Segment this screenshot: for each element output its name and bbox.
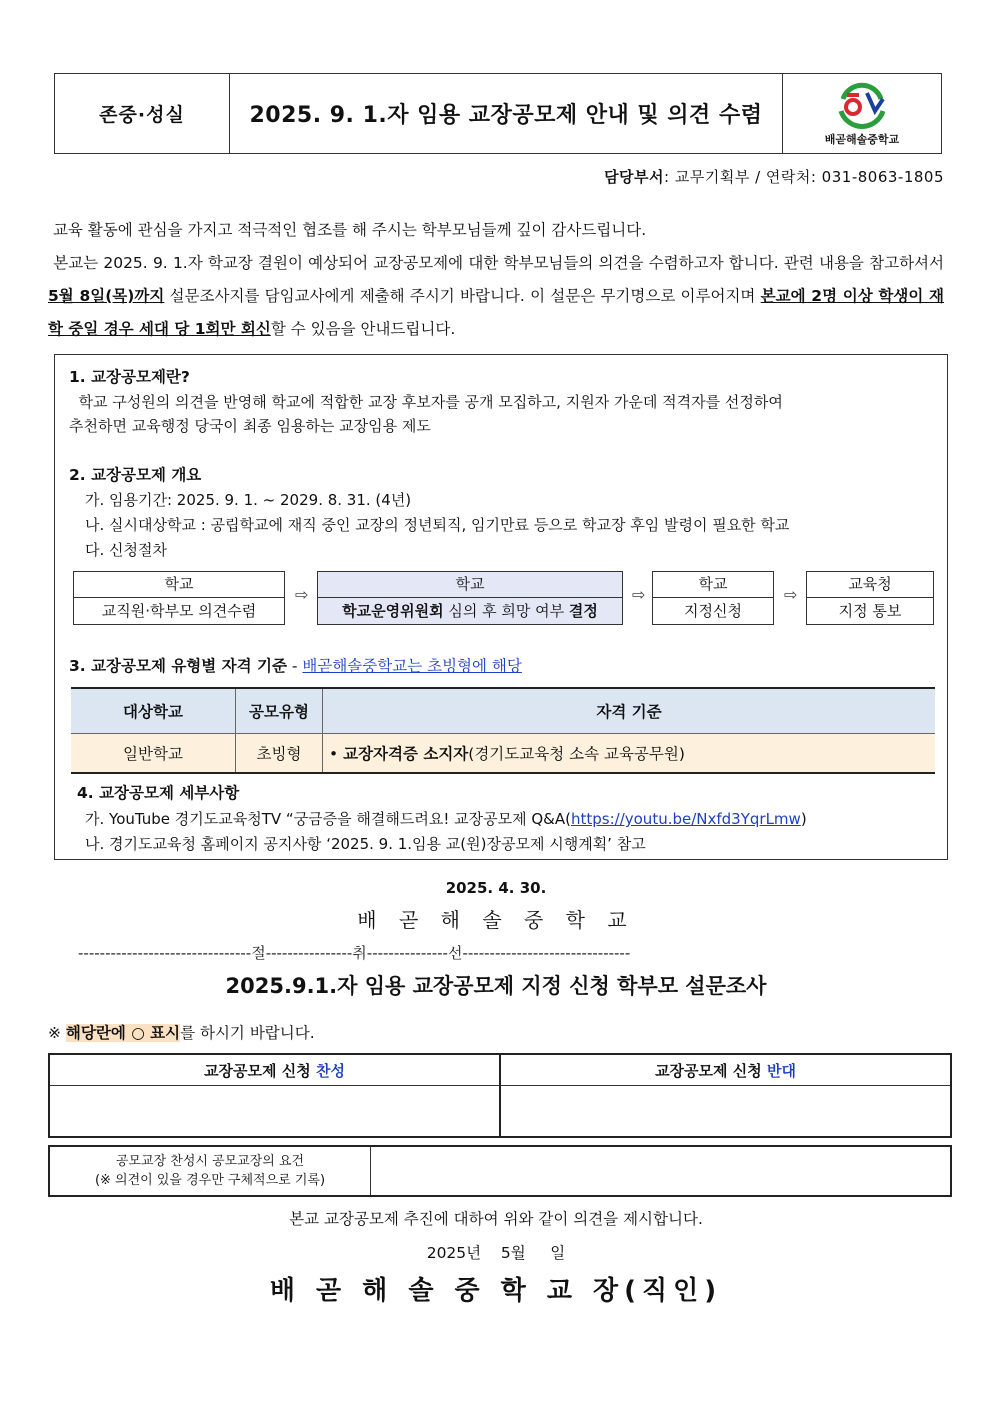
disagree-header: 교장공모제 신청 반대: [500, 1054, 951, 1086]
dept-label: 담당부서: [604, 168, 665, 186]
header-target-school: 대상학교: [71, 688, 236, 734]
section-4-a: 가. YouTube 경기도교육청TV “궁금증을 해결해드려요! 교장공모제 Q&A(https://youtu.be/Nxfd3YqrLmw): [85, 810, 807, 828]
requirements-input[interactable]: [371, 1146, 952, 1196]
document-header: [54, 73, 942, 154]
contact-info: [604, 166, 944, 187]
header-type: 공모유형: [236, 688, 323, 734]
cell-criteria: • 교장자격증 소지자(경기도교육청 소속 교육공무원): [323, 734, 936, 774]
flow-step-3-actor: 학교: [653, 572, 773, 598]
cut-line: --------------------------------절----------------취---------------선-------------------------------: [78, 944, 631, 962]
notice-date: 2025. 4. 30.: [445, 879, 547, 897]
deadline: 5월 8일(목)까지: [48, 287, 165, 305]
school-logo: [783, 74, 941, 153]
section-4-b: 나. 경기도교육청 홈페이지 공지사항 ‘2025. 9. 1.임용 교(원)장공모제 시행계획’ 참고: [85, 835, 646, 853]
requirements-label: 공모교장 찬성시 공모교장의 요건 (※ 의견이 있을 경우만 구체적으로 기록): [49, 1146, 371, 1196]
flow-step-1-actor: 학교: [74, 572, 284, 598]
closing-text: 본교 교장공모제 추진에 대하여 위와 같이 의견을 제시합니다.: [289, 1210, 703, 1228]
signature-line: 배 곧 해 솔 중 학 교 장(직인): [269, 1276, 723, 1306]
flow-step-2-actor: 학교: [318, 572, 622, 598]
document-title: 2025. 9. 1.자 임용 교장공모제 안내 및 의견 수렴: [230, 74, 783, 153]
notice-school: 배 곧 해 솔 중 학 교: [357, 908, 635, 932]
section-2-title: 2. 교장공모제 개요: [69, 466, 202, 484]
table-row: [71, 734, 935, 774]
arrow-icon: ⇨: [632, 585, 646, 604]
survey-title: 2025.9.1.자 임용 교장공모제 지정 신청 학부모 설문조사: [225, 974, 767, 998]
flow-step-2: [317, 571, 623, 625]
section-1-title: 1. 교장공모제란?: [69, 368, 190, 386]
section-3-school-type: 배곧해솔중학교는 초빙형에 해당: [302, 657, 522, 675]
flow-step-2-action: 학교운영위원회 심의 후 희망 여부 결정: [342, 602, 598, 620]
response-date: 2025년 5월 일: [426, 1244, 566, 1262]
dept-contact: : 교무기획부 / 연락처: 031-8063-1805: [664, 168, 944, 186]
info-box: [54, 354, 948, 860]
arrow-icon: ⇨: [784, 585, 798, 604]
logo-school-name: 배곧해솔중학교: [824, 132, 900, 146]
intro-text-a: 본교는 2025. 9. 1.자 학교장 결원이 예상되어 교장공모제에 대한 학부모님들의 의견을 수렴하고자 합니다. 관련 내용을 참고하셔서: [53, 254, 944, 272]
flow-step-4-actor: 교육청: [807, 572, 933, 598]
qualification-table: [71, 687, 935, 774]
flow-step-1: [73, 571, 285, 625]
section-1-body-1: 학교 구성원의 의견을 반영해 학교에 적합한 교장 후보자를 공개 모집하고, 지원자 가운데 적격자를 선정하여: [78, 393, 783, 411]
arrow-icon: ⇨: [295, 585, 309, 604]
intro-text-b: 설문조사지를 담임교사에게 제출해 주시기 바랍니다. 이 설문은 무기명으로 이루어지며: [164, 287, 761, 305]
flow-step-3-action: 지정신청: [684, 602, 742, 620]
section-4-title: 4. 교장공모제 세부사항: [77, 784, 240, 802]
intro-greeting: 교육 활동에 관심을 가지고 적극적인 협조를 해 주시는 학부모님들께 깊이 감사드립니다.: [52, 221, 647, 239]
intro-line: [48, 214, 944, 247]
section-1-body-2: 추천하면 교육행정 당국이 최종 임용하는 교장임용 제도: [69, 417, 431, 435]
agree-mark-cell[interactable]: [49, 1086, 500, 1138]
flow-step-3: [652, 571, 774, 625]
cell-type: 초빙형: [236, 734, 323, 774]
instruction-highlight: 해당란에 ○ 표시: [65, 1024, 181, 1042]
reply-notice: 본교에 2명 이상 학생이 재학 중일 경우 세대 당 1회만 회신: [48, 287, 944, 338]
flow-step-4: [806, 571, 934, 625]
school-motto: 존중·성실: [55, 74, 230, 153]
intro-paragraph: [48, 247, 944, 346]
section-2-a: 가. 임용기간: 2025. 9. 1. ~ 2029. 8. 31. (4년): [85, 491, 412, 509]
flow-step-1-action: 교직원·학부모 의견수렴: [101, 602, 257, 620]
cell-school: 일반학교: [71, 734, 236, 774]
flow-step-4-action: 지정 통보: [838, 602, 902, 620]
section-2-c: 다. 신청절차: [85, 541, 167, 559]
youtube-link[interactable]: https://youtu.be/Nxfd3YqrLmw: [570, 810, 801, 828]
disagree-mark-cell[interactable]: [500, 1086, 951, 1138]
header-criteria: 자격 기준: [323, 688, 936, 734]
requirements-table: [48, 1145, 952, 1197]
school-logo-icon: [829, 81, 895, 129]
section-3-title: 3. 교장공모제 유형별 자격 기준 - 배곧해솔중학교는 초빙형에 해당: [69, 657, 522, 675]
agree-header: 교장공모제 신청 찬성: [49, 1054, 500, 1086]
survey-table: [48, 1053, 952, 1138]
intro-text-c: 할 수 있음을 안내드립니다.: [270, 320, 456, 338]
section-2-b: 나. 실시대상학교 : 공립학교에 재직 중인 교장의 정년퇴직, 임기만료 등으로 학교장 후임 발령이 필요한 학교: [85, 516, 790, 534]
survey-instruction: ※ 해당란에 ○ 표시를 하시기 바랍니다.: [48, 1024, 315, 1042]
